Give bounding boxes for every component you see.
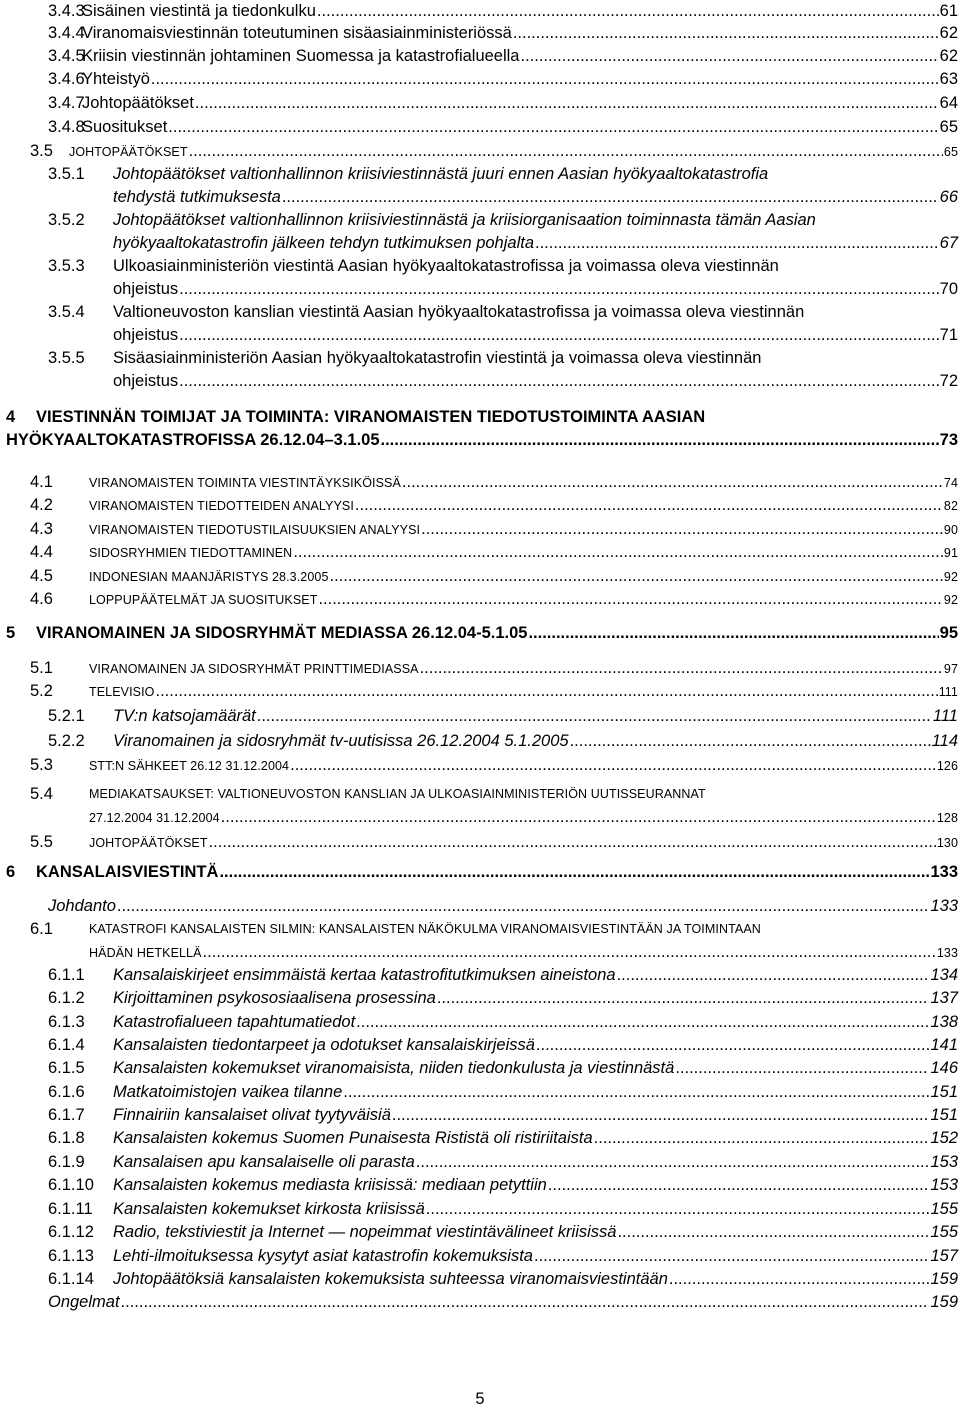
toc-entry-number: 3.4.7 [48, 94, 85, 112]
toc-entry-title: JOHTOPÄÄTÖKSET [69, 145, 188, 159]
dot-leader [381, 429, 939, 452]
toc-entry-page: 65 [943, 145, 958, 159]
toc-entry-page: 91 [943, 546, 958, 560]
toc-entry-title: Sisäinen viestintä ja tiedonkulku [82, 2, 316, 20]
toc-entry-number: 5 [6, 624, 16, 642]
toc-entry-title: Johtopäätökset valtionhallinnon kriisiviestinnästä ja kriisiorganisaation toiminnasta tämän Aasian [113, 211, 816, 229]
toc-entry-page: 152 [930, 1129, 958, 1147]
toc-entry-title: hyökyaaltokatastrofin jälkeen tehdyn tutkimuksen pohjalta [113, 234, 534, 252]
toc-entry-page: 137 [930, 989, 958, 1007]
toc-entry-title: Kriisin viestinnän johtaminen Suomessa ja katastrofialueella [82, 47, 520, 65]
dot-leader [548, 1174, 930, 1197]
toc-entry-page: 111 [932, 707, 958, 725]
dot-leader [282, 186, 939, 209]
toc-entry-title: VIESTINNÄN TOIMIJAT JA TOIMINTA: VIRANOMAISTEN TIEDOTUSTOIMINTA AASIAN [36, 408, 706, 426]
toc-entry-number: 3.5.1 [48, 165, 85, 183]
dot-leader [426, 1198, 930, 1221]
toc-entry-number: 6.1.3 [48, 1013, 85, 1031]
toc-entry-number: 3.4.8 [48, 118, 85, 136]
toc-entry-page: 138 [930, 1013, 958, 1031]
toc-entry-page: 90 [943, 523, 958, 537]
toc-entry-page: 141 [930, 1036, 958, 1054]
toc-entry-number: 6.1.11 [48, 1200, 93, 1218]
dot-leader [402, 471, 943, 494]
toc-entry-page: 63 [939, 70, 958, 88]
toc-entry-title: Viranomaisviestinnän toteutuminen sisäasiainministeriössä [82, 24, 512, 42]
toc-entry-page: 133 [930, 897, 958, 915]
toc-entry-number: 6.1.1 [48, 966, 85, 984]
toc-entry-number: 6.1.8 [48, 1129, 85, 1147]
toc-entry-number: 6.1.10 [48, 1176, 94, 1194]
toc-entry-page: 111 [938, 685, 958, 699]
toc-entry-page: 67 [939, 234, 958, 252]
toc-entry-title: VIRANOMAINEN JA SIDOSRYHMÄT MEDIASSA 26.12.04-5.1.05 [36, 624, 528, 642]
toc-entry-number: 4.5 [30, 567, 53, 585]
toc-entry-number: 5.3 [30, 756, 53, 774]
toc-entry-title: Kirjoittaminen psykososiaalisena prosessina [113, 989, 436, 1007]
toc-entry-title: ohjeistus [113, 326, 179, 344]
dot-leader [317, 0, 939, 23]
toc-entry-number: 4.6 [30, 590, 53, 608]
toc-entry-title: Johdanto [48, 897, 116, 915]
toc-entry-title: Finnairiin kansalaiset olivat tyytyväisiä [113, 1106, 391, 1124]
toc-entry-title: ohjeistus [113, 372, 179, 390]
toc-entry-number: 6.1.7 [48, 1106, 85, 1124]
toc-entry-title: tehdystä tutkimuksesta [113, 188, 281, 206]
dot-leader [355, 494, 943, 517]
toc-entry-number: 6.1.9 [48, 1153, 85, 1171]
toc-entry-number: 6.1.4 [48, 1036, 85, 1054]
dot-leader [203, 941, 936, 964]
toc-entry-title: STT:N SÄHKEET 26.12 31.12.2004 [89, 759, 290, 773]
dot-leader [151, 68, 939, 91]
toc-entry-number: 4.4 [30, 543, 53, 561]
toc-entry-number: 3.4.4 [48, 24, 85, 42]
toc-entry-page: 65 [939, 118, 958, 136]
dot-leader [219, 861, 929, 884]
toc-entry-number: 6.1.2 [48, 989, 85, 1007]
toc-entry-title: Johtopäätökset [82, 94, 194, 112]
dot-leader [195, 92, 939, 115]
toc-entry-title: LOPPUPÄÄTELMÄT JA SUOSITUKSET [89, 593, 318, 607]
dot-leader [179, 324, 939, 347]
toc-entry-title: Viranomainen ja sidosryhmät tv-uutisissa 26.12.2004 5.1.2005 [113, 732, 569, 750]
dot-leader [520, 45, 938, 68]
dot-leader [221, 806, 936, 829]
dot-leader [594, 1127, 930, 1150]
toc-entry-page: 153 [930, 1153, 958, 1171]
toc-entry-page: 82 [943, 499, 958, 513]
toc-entry-title: Kansalaisten kokemus Suomen Punaisesta Rististä oli ristiriitaista [113, 1129, 593, 1147]
toc-entry-page: 70 [939, 280, 958, 298]
toc-entry-number: 6.1.14 [48, 1270, 94, 1288]
toc-entry-page: 62 [939, 47, 958, 65]
toc-entry-title: KANSALAISVIESTINTÄ [36, 863, 219, 881]
dot-leader [535, 232, 939, 255]
dot-leader [156, 680, 938, 703]
dot-leader [121, 1291, 930, 1314]
toc-entry-title: Kansalaisten kokemukset kirkosta kriisissä [113, 1200, 425, 1218]
toc-entry-page: 62 [939, 24, 958, 42]
toc-entry-page: 153 [930, 1176, 958, 1194]
dot-leader [570, 730, 931, 753]
toc-entry-title: VIRANOMAISTEN TOIMINTA VIESTINTÄYKSIKÖISSÄ [89, 476, 401, 490]
toc-entry-title: Katastrofialueen tapahtumatiedot [113, 1013, 356, 1031]
toc-entry-title: TV:n katsojamäärät [113, 707, 256, 725]
dot-leader [416, 1151, 930, 1174]
toc-entry-number: 3.5.4 [48, 303, 85, 321]
toc-entry-number: 6.1.6 [48, 1083, 85, 1101]
dot-leader [513, 22, 939, 45]
toc-entry-number: 4 [6, 408, 16, 426]
toc-entry-page: 155 [930, 1223, 958, 1241]
toc-entry-page: 134 [930, 966, 958, 984]
toc-entry-page: 157 [930, 1247, 958, 1265]
toc-entry-title: Kansalaisten kokemus mediasta kriisissä: mediaan petyttiin [113, 1176, 547, 1194]
dot-leader [117, 895, 930, 918]
toc-entry-number: 5.4 [30, 785, 53, 803]
dot-leader [168, 116, 938, 139]
toc-entry-title: Johtopäätökset valtionhallinnon kriisiviestinnästä juuri ennen Aasian hyökyaaltokatastrofia [113, 165, 769, 183]
dot-leader [675, 1057, 929, 1080]
toc-entry-page: 126 [936, 759, 958, 773]
toc-entry-title: Suositukset [82, 118, 168, 136]
toc-entry-title: HYÖKYAALTOKATASTROFISSA 26.12.04–3.1.05 [6, 431, 380, 449]
dot-leader [536, 1034, 930, 1057]
toc-entry-title: INDONESIAN MAANJÄRISTYS 28.3.2005 [89, 570, 329, 584]
toc-entry-page: 61 [939, 2, 958, 20]
toc-entry-title: VIRANOMAISTEN TIEDOTTEIDEN ANALYYSI [89, 499, 354, 513]
toc-entry-page: 155 [930, 1200, 958, 1218]
toc-entry-title: Yhteistyö [82, 70, 150, 88]
toc-entry-number: 3.4.3 [48, 2, 85, 20]
dot-leader [330, 565, 943, 588]
toc-entry-title: VIRANOMAISTEN TIEDOTUSTILAISUUKSIEN ANALYYSI [89, 523, 421, 537]
dot-leader [617, 1221, 929, 1244]
dot-leader [179, 278, 939, 301]
toc-entry-number: 6.1 [30, 920, 53, 938]
toc-entry-page: 71 [939, 326, 958, 344]
toc-entry-number: 3.4.5 [48, 47, 85, 65]
toc-entry-number: 5.2.1 [48, 707, 85, 725]
toc-entry-number: 4.3 [30, 520, 53, 538]
dot-leader [189, 140, 943, 163]
toc-entry-page: 128 [936, 811, 958, 825]
toc-entry-number: 4.2 [30, 496, 53, 514]
toc-entry-title: Radio, tekstiviestit ja Internet — nopeimmat viestintävälineet kriisissä [113, 1223, 617, 1241]
dot-leader [257, 705, 932, 728]
dot-leader [209, 831, 936, 854]
toc-entry-page: 97 [943, 662, 958, 676]
toc-entry-page: 74 [943, 476, 958, 490]
dot-leader [356, 1011, 929, 1034]
toc-entry-number: 3.5 [30, 142, 53, 160]
toc-entry-number: 5.2.2 [48, 732, 85, 750]
toc-entry-title: VIRANOMAINEN JA SIDOSRYHMÄT PRINTTIMEDIASSA [89, 662, 419, 676]
toc-entry-number: 6.1.5 [48, 1059, 85, 1077]
dot-leader [420, 657, 943, 680]
toc-entry-page: 130 [936, 836, 958, 850]
toc-entry-number: 3.5.3 [48, 257, 85, 275]
toc-entry-number: 3.5.5 [48, 349, 85, 367]
toc-entry-page: 66 [939, 188, 958, 206]
toc-entry-page: 159 [930, 1270, 958, 1288]
toc-entry-page: 92 [943, 593, 958, 607]
toc-entry-title: HÄDÄN HETKELLÄ [89, 946, 202, 960]
toc-entry-page: 92 [943, 570, 958, 584]
toc-entry-number: 6.1.12 [48, 1223, 94, 1241]
dot-leader [669, 1268, 930, 1291]
toc-entry-title: Johtopäätöksiä kansalaisten kokemuksista suhteessa viranomaisviestintään [113, 1270, 668, 1288]
toc-entry-title: JOHTOPÄÄTÖKSET [89, 836, 208, 850]
dot-leader [293, 541, 943, 564]
toc-entry-number: 4.1 [30, 473, 53, 491]
toc-entry-title: Sisäasiainministeriön Aasian hyökyaaltokatastrofin viestintä ja voimassa oleva viestinnän [113, 349, 762, 367]
dot-leader [392, 1104, 930, 1127]
dot-leader [528, 622, 938, 645]
toc-entry-title: Ulkoasiainministeriön viestintä Aasian hyökyaaltokatastrofissa ja voimassa oleva viestinnän [113, 257, 779, 275]
toc-entry-title: Kansalaisten tiedontarpeet ja odotukset kansalaiskirjeissä [113, 1036, 535, 1054]
toc-entry-number: 5.1 [30, 659, 53, 677]
toc-entry-number: 6.1.13 [48, 1247, 94, 1265]
dot-leader [421, 518, 943, 541]
toc-entry-title: TELEVISIO [89, 685, 155, 699]
dot-leader [318, 588, 942, 611]
toc-entry-title: Kansalaisen apu kansalaiselle oli parasta [113, 1153, 415, 1171]
toc-entry-page: 133 [936, 946, 958, 960]
toc-entry-number: 3.5.2 [48, 211, 85, 229]
toc-entry-number: 5.5 [30, 833, 53, 851]
toc-entry-page: 64 [939, 94, 958, 112]
toc-entry-title: Kansalaiskirjeet ensimmäistä kertaa katastrofitutkimuksen aineistona [113, 966, 616, 984]
toc-entry-title: Matkatoimistojen vaikea tilanne [113, 1083, 343, 1101]
dot-leader [179, 370, 939, 393]
toc-entry-title: SIDOSRYHMIEN TIEDOTTAMINEN [89, 546, 293, 560]
toc-entry-title: Kansalaisten kokemukset viranomaisista, niiden tiedonkulusta ja viestinnästä [113, 1059, 675, 1077]
toc-entry-page: 133 [930, 863, 958, 881]
toc-entry-title: 27.12.2004 31.12.2004 [89, 811, 220, 825]
toc-entry-page: 151 [930, 1106, 958, 1124]
toc-entry-page: 146 [930, 1059, 958, 1077]
dot-leader [343, 1081, 929, 1104]
toc-entry-page: 159 [930, 1293, 958, 1311]
toc-entry-page: 73 [939, 431, 958, 449]
toc-entry-title: MEDIAKATSAUKSET: VALTIONEUVOSTON KANSLIAN JA ULKOASIAINMINISTERIÖN UUTISSEURANNAT [89, 787, 706, 801]
toc-entry-title: Valtioneuvoston kanslian viestintä Aasian hyökyaaltokatastrofissa ja voimassa oleva viestinnän [113, 303, 805, 321]
toc-entry-page: 114 [931, 732, 958, 750]
page-number: 5 [475, 1390, 485, 1408]
dot-leader [534, 1245, 929, 1268]
toc-entry-title: ohjeistus [113, 280, 179, 298]
toc-entry-title: KATASTROFI KANSALAISTEN SILMIN: KANSALAISTEN NÄKÖKULMA VIRANOMAISVIESTINTÄÄN JA TOIMINTAAN [89, 922, 761, 936]
toc-entry-title: Lehti-ilmoituksessa kysytyt asiat katastrofin kokemuksista [113, 1247, 533, 1265]
dot-leader [617, 964, 930, 987]
toc-entry-number: 5.2 [30, 682, 53, 700]
dot-leader [437, 987, 930, 1010]
dot-leader [290, 754, 936, 777]
toc-entry-page: 151 [930, 1083, 958, 1101]
toc-entry-title: Ongelmat [48, 1293, 120, 1311]
toc-entry-page: 95 [939, 624, 958, 642]
toc-entry-page: 72 [939, 372, 958, 390]
toc-entry-number: 6 [6, 863, 16, 881]
toc-entry-number: 3.4.6 [48, 70, 85, 88]
